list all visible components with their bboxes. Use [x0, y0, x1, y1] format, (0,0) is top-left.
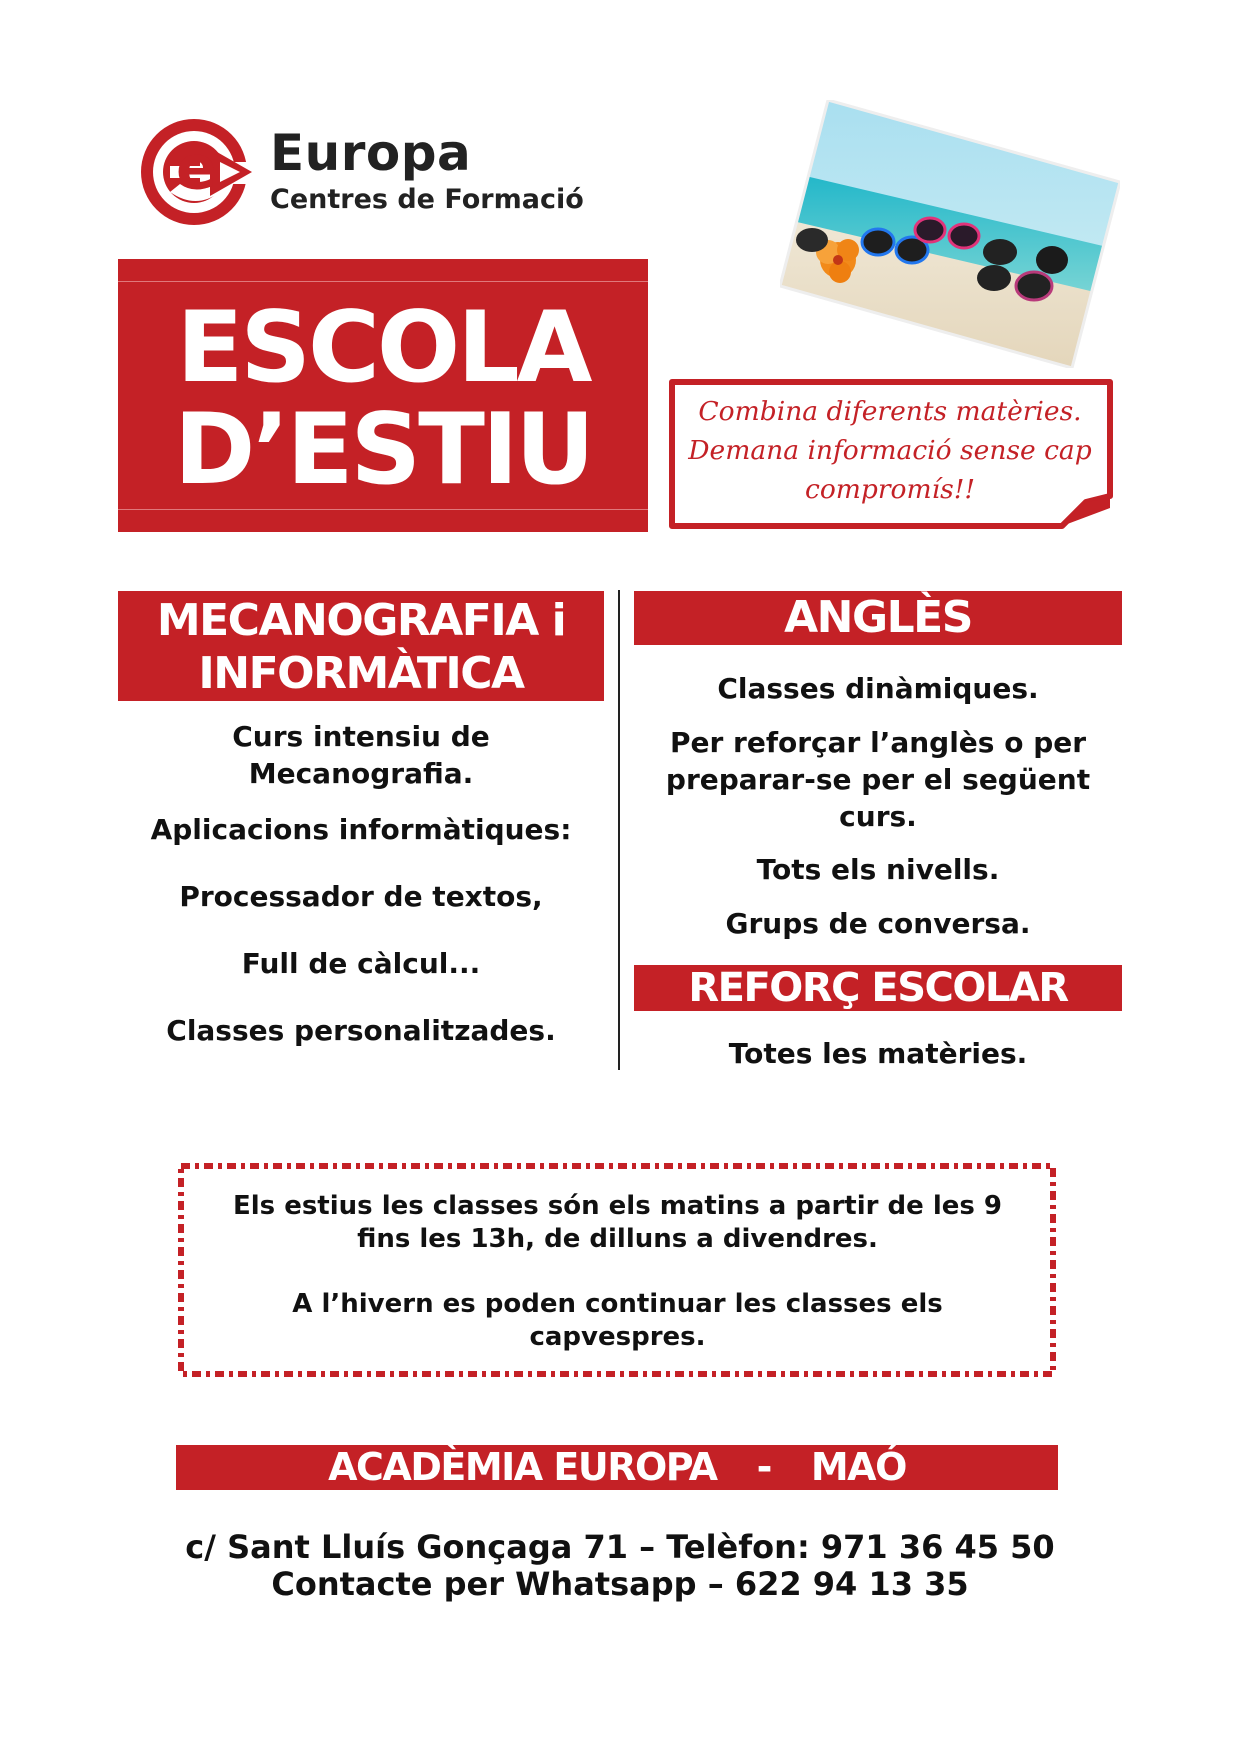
- title-block: [118, 259, 648, 532]
- left-item-4: Processador de textos,: [179, 880, 543, 913]
- title-line-1: ESCOLA: [176, 291, 590, 405]
- left-item-1: Curs intensiu de: [232, 720, 490, 753]
- right-section-header: ANGLÈS: [634, 591, 1122, 645]
- left-item-6: Classes personalitzades.: [166, 1014, 556, 1047]
- right-item-3: preparar-se per el següent: [665, 763, 1091, 796]
- reforc-section-header: REFORÇ ESCOLAR: [634, 965, 1122, 1011]
- title-rule-top: [118, 281, 648, 282]
- footer-separator: -: [756, 1445, 771, 1489]
- right-item-4: curs.: [839, 800, 917, 833]
- left-section-header: [118, 591, 604, 701]
- right-column-list: [634, 670, 1122, 942]
- title-rule-bottom: [118, 509, 648, 510]
- right-item-2: Per reforçar l’anglès o per: [669, 726, 1087, 759]
- schedule-paragraph-1: [210, 1190, 1025, 1256]
- right-item-5: Tots els nivells.: [756, 853, 1000, 886]
- left-item-2: Mecanografia.: [248, 757, 474, 790]
- left-header-line-2: INFORMÀTICA: [198, 648, 524, 699]
- schedule-paragraph-2: [210, 1288, 1025, 1354]
- left-item-5: Full de càlcul...: [241, 947, 481, 980]
- right-item-6: Grups de conversa.: [725, 907, 1031, 940]
- title-line-2: D’ESTIU: [174, 393, 592, 507]
- callout-line-1: Combina diferents matèries.: [698, 396, 1082, 427]
- reforc-item: Totes les matèries.: [728, 1037, 1028, 1070]
- schedule-p2-line-2: capvespres.: [529, 1322, 706, 1352]
- callout-text: [680, 392, 1100, 509]
- logo-letter: e: [176, 133, 217, 203]
- brand-subtitle: Centres de Formació: [270, 184, 584, 215]
- right-item-1: Classes dinàmiques.: [717, 672, 1039, 705]
- schedule-p1-line-2: fins les 13h, de dilluns a divendres.: [357, 1224, 878, 1254]
- left-item-3: Aplicacions informàtiques:: [150, 813, 572, 846]
- schedule-p1-line-1: Els estius les classes són els matins a partir de les 9: [233, 1191, 1002, 1221]
- brand-name: Europa: [270, 124, 472, 182]
- footer-city: MAÓ: [810, 1445, 906, 1489]
- footer-whatsapp: Contacte per Whatsapp – 622 94 13 35: [271, 1565, 969, 1603]
- left-column-list: [118, 718, 604, 1049]
- beach-sunglasses-photo: [780, 100, 1120, 368]
- callout-line-3: compromís!!: [804, 474, 975, 505]
- schedule-p2-line-1: A l’hivern es poden continuar les classes els: [292, 1289, 943, 1319]
- footer-academy-name: ACADÈMIA EUROPA: [328, 1445, 717, 1489]
- callout-line-2: Demana informació sense cap: [688, 435, 1092, 466]
- europa-logo-icon: [140, 118, 252, 226]
- footer-academy-bar: [176, 1445, 1058, 1490]
- column-divider: [618, 590, 620, 1070]
- left-header-line-1: MECANOGRAFIA i: [156, 595, 566, 646]
- footer-address: c/ Sant Lluís Gonçaga 71 – Telèfon: 971 36 45 50: [185, 1528, 1055, 1566]
